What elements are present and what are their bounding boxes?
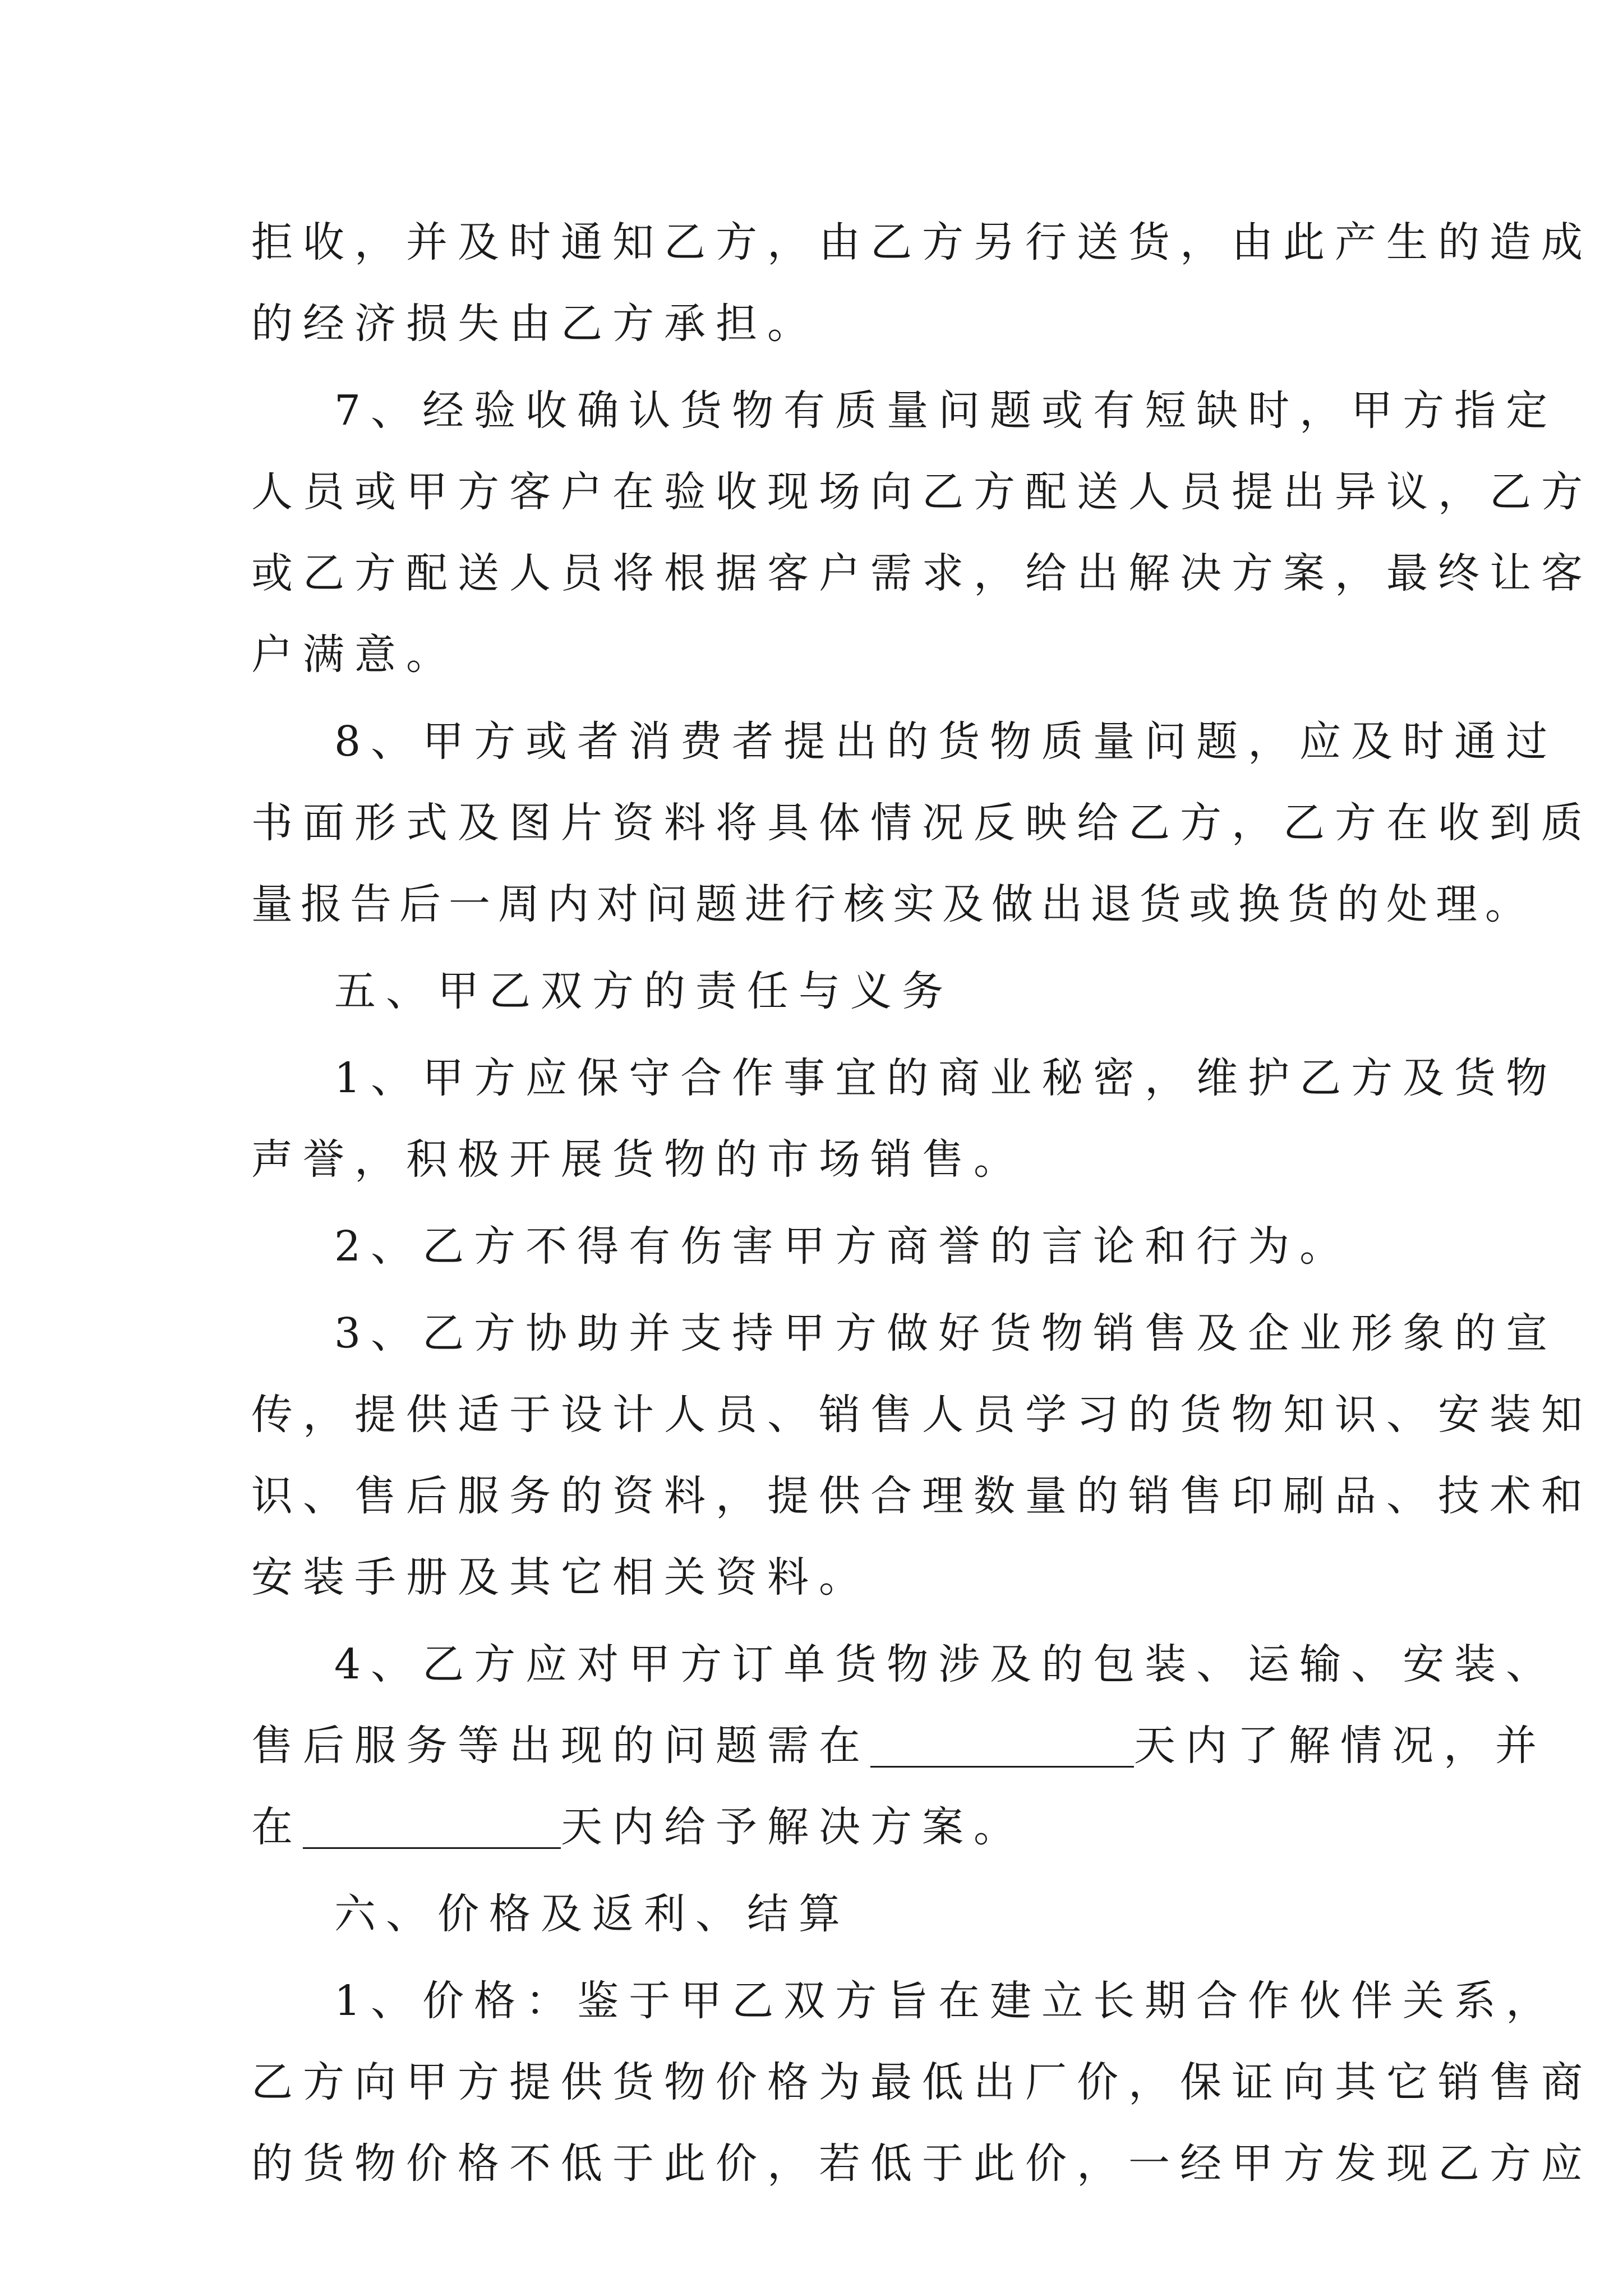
paragraph-5-4 [251, 1624, 1558, 1868]
text-line: 2、乙方不得有伤害甲方商誉的言论和行为。 [334, 1222, 1352, 1271]
text-line: 传，提供适于设计人员、销售人员学习的货物知识、安装知 [251, 1391, 1593, 1439]
section-heading-6 [251, 1874, 1395, 1955]
text-line: 或乙方配送人员将根据客户需求，给出解决方案，最终让客 [251, 549, 1593, 597]
text-line: 声誉，积极开展货物的市场销售。 [251, 1135, 1025, 1184]
text-line: 的经济损失由乙方承担。 [251, 300, 819, 348]
text-line: 8、甲方或者消费者提出的货物质量问题，应及时通过 [334, 717, 1558, 766]
text-line-with-blank [251, 1705, 1547, 1787]
paragraph-6-1 [251, 1961, 1593, 2205]
section-heading: 六、价格及返利、结算 [334, 1890, 850, 1938]
text-line: 识、售后服务的资料，提供合理数量的销售印刷品、技术和 [251, 1472, 1593, 1520]
text-line: 1、价格：鉴于甲乙双方旨在建立长期合作伙伴关系， [334, 1977, 1558, 2025]
text-line: 乙方向甲方提供货物价格为最低出厂价，保证向其它销售商 [251, 2058, 1593, 2106]
paragraph-item-7 [251, 370, 1593, 696]
text-line: 1、甲方应保守合作事宜的商业秘密，维护乙方及货物 [334, 1054, 1558, 1102]
text-line: 安装手册及其它相关资料。 [251, 1553, 870, 1602]
text-segment: 在 [251, 1803, 303, 1851]
document-body [251, 202, 1593, 2205]
text-line: 3、乙方协助并支持甲方做好货物销售及企业形象的宣 [334, 1309, 1558, 1358]
text-line: 量报告后一周内对问题进行核实及做出退货或换货的处理。 [251, 880, 1534, 928]
text-line: 7、经验收确认货物有质量问题或有短缺时，甲方指定 [334, 386, 1558, 435]
paragraph-item-8 [251, 701, 1593, 945]
text-segment: 天内了解情况，并 [1134, 1722, 1547, 1770]
fill-in-blank[interactable] [870, 1726, 1134, 1768]
text-line: 户满意。 [251, 631, 458, 679]
fill-in-blank[interactable] [303, 1807, 561, 1849]
text-line: 书面形式及图片资料将具体情况反映给乙方，乙方在收到质 [251, 799, 1593, 847]
text-line: 的货物价格不低于此价，若低于此价，一经甲方发现乙方应 [251, 2139, 1593, 2188]
paragraph-5-1 [251, 1038, 1558, 1200]
text-segment: 售后服务等出现的问题需在 [251, 1722, 870, 1770]
text-line-with-blank [251, 1787, 1395, 1868]
paragraph-5-3 [251, 1293, 1593, 1618]
paragraph-5-2 [251, 1206, 1395, 1287]
text-line: 4、乙方应对甲方订单货物涉及的包装、运输、安装、 [334, 1640, 1558, 1688]
section-heading: 五、甲乙双方的责任与义务 [334, 967, 953, 1015]
paragraph-rejection-continued [251, 202, 1593, 365]
section-heading-5 [251, 951, 1395, 1032]
text-line: 人员或甲方客户在验收现场向乙方配送人员提出异议，乙方 [251, 468, 1593, 516]
text-line: 拒收，并及时通知乙方，由乙方另行送货，由此产生的造成 [251, 218, 1593, 266]
text-segment: 天内给予解决方案。 [561, 1803, 1025, 1851]
